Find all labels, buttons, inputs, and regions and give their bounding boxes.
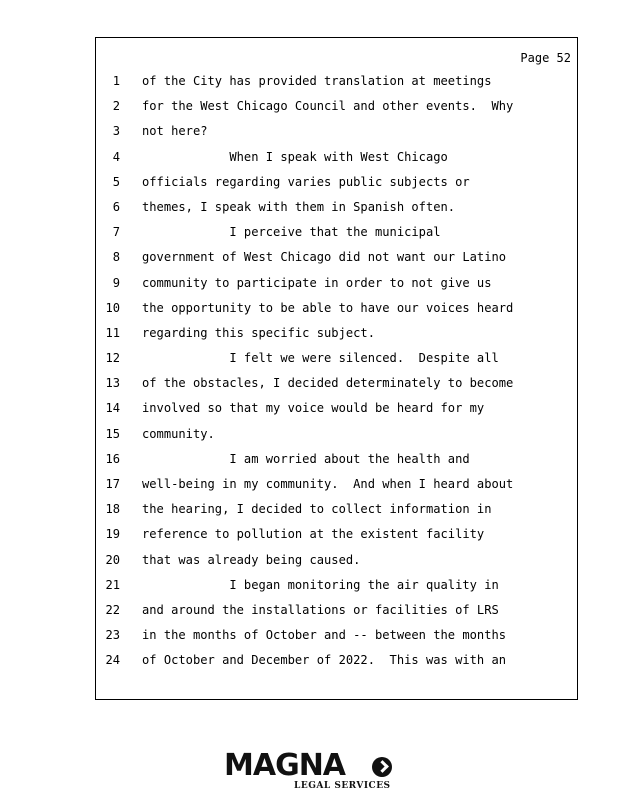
line-number: 19 [105,527,120,542]
transcript-line [96,325,577,350]
transcript-line [96,174,577,199]
transcript-line [96,476,577,501]
line-number: 6 [112,199,120,214]
line-text: government of West Chicago did not want our Latino [142,250,507,265]
line-number: 15 [105,426,120,441]
line-text: community. [142,426,215,441]
line-text: When I speak with West Chicago [142,149,448,164]
arrow-circle-icon [372,757,392,777]
transcript-lines [96,73,577,678]
transcript-line [96,426,577,451]
transcript-line [96,602,577,627]
line-text: I am worried about the health and [142,451,470,466]
magna-logo [224,748,404,794]
line-text: not here? [142,124,208,139]
transcript-line [96,652,577,677]
line-text: I perceive that the municipal [142,225,441,240]
transcript-line [96,73,577,98]
line-text: the opportunity to be able to have our voices heard [142,300,514,315]
line-number: 17 [105,477,120,491]
transcript-line [96,98,577,123]
line-number: 3 [112,124,120,139]
transcript-line [96,400,577,425]
line-number: 13 [105,376,120,391]
line-number: 24 [105,653,120,668]
line-number: 4 [112,149,120,164]
transcript-line [96,275,577,300]
transcript-page [95,37,578,700]
transcript-line [96,375,577,400]
line-text: of October and December of 2022. This was with an [142,653,507,668]
line-text: of the obstacles, I decided determinately to become [142,376,514,391]
line-text: I felt we were silenced. Despite all [142,351,499,366]
line-text: for the West Chicago Council and other events. Why [142,99,514,114]
line-number: 18 [105,502,120,517]
transcript-line [96,249,577,274]
line-number: 12 [105,351,120,366]
transcript-line [96,577,577,602]
line-number: 20 [105,552,120,567]
line-text: officials regarding varies public subjects or [142,174,470,189]
transcript-line [96,224,577,249]
line-text: themes, I speak with them in Spanish often. [142,199,456,214]
transcript-line [96,300,577,325]
line-number: 16 [105,451,120,466]
line-text: regarding this specific subject. [142,325,375,340]
line-text: community to participate in order to not give us [142,275,492,290]
line-text: that was already being caused. [142,552,361,567]
line-number: 11 [105,325,120,340]
transcript-line [96,350,577,375]
logo-wordmark: MAGNA [224,748,346,783]
transcript-line [96,199,577,224]
line-text: the hearing, I decided to collect information in [142,502,492,517]
line-text: well-being in my community. And when I heard about [142,477,514,491]
line-number: 1 [112,74,120,88]
line-number: 10 [105,300,120,315]
transcript-line [96,552,577,577]
transcript-line [96,123,577,148]
line-number: 22 [105,602,120,617]
line-number: 9 [112,275,120,290]
line-number: 14 [105,401,120,416]
transcript-line [96,627,577,652]
transcript-line [96,149,577,174]
line-text: in the months of October and -- between the months [142,628,507,643]
line-number: 8 [112,250,120,265]
line-text: reference to pollution at the existent facility [142,527,485,542]
line-number: 23 [105,628,120,643]
line-number: 21 [105,577,120,592]
transcript-line [96,501,577,526]
line-text: involved so that my voice would be heard for my [142,401,485,416]
line-text: and around the installations or facilities of LRS [142,602,499,617]
line-text: I began monitoring the air quality in [142,577,499,592]
line-number: 7 [112,225,120,240]
transcript-line [96,451,577,476]
transcript-line [96,526,577,551]
line-number: 5 [112,174,120,189]
logo-subtitle: LEGAL SERVICES [294,781,391,791]
line-number: 2 [112,99,120,114]
line-text: of the City has provided translation at meetings [142,74,492,88]
page-number: Page 52 [520,51,571,65]
